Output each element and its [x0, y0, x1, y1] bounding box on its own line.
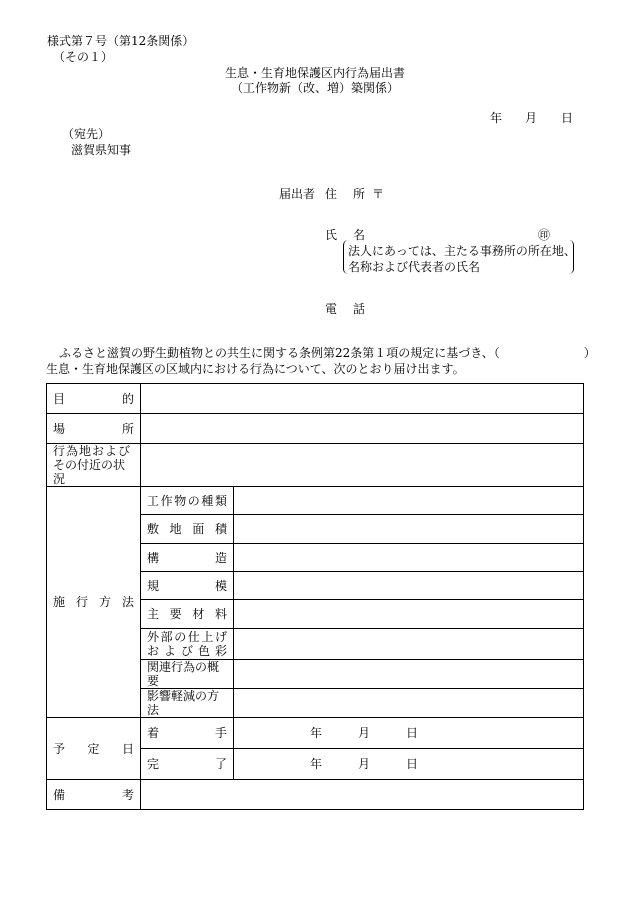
remarks-field[interactable] [141, 780, 584, 810]
structure-type-field[interactable] [234, 487, 584, 515]
body-line1: ふるさと滋賀の野生動植物との共生に関する条例第22条第１項の規定に基づき、（ ） [59, 346, 596, 360]
site-condition-field[interactable] [141, 444, 584, 487]
date-day-label: 日 [561, 111, 574, 125]
place-field[interactable] [141, 414, 584, 444]
materials-label: 主 要 材 料 [141, 600, 234, 629]
mitigation-label: 影響軽減の方法 [141, 689, 234, 718]
corp-note-line2: 名称および代表者の氏名 [348, 260, 481, 274]
site-condition-label [47, 444, 141, 487]
site-area-label: 敷 地 面 積 [141, 515, 234, 544]
materials-field[interactable] [234, 600, 584, 629]
start-date-field[interactable]: 年 月 日 [234, 718, 584, 749]
construction-field[interactable] [234, 544, 584, 572]
form-title: 生息・生育地保護区内行為届出書 [224, 66, 405, 80]
complete-label: 完 了 [141, 749, 234, 780]
name-label: 氏 名 [325, 228, 368, 242]
addressee: 滋賀県知事 [71, 143, 132, 157]
start-label: 着 手 [141, 718, 234, 749]
complete-date-field[interactable]: 年 月 日 [234, 749, 584, 780]
seal-mark: ㊞ [538, 228, 551, 242]
mitigation-field[interactable] [234, 689, 584, 718]
phone-label: 電 話 [325, 302, 368, 316]
method-label: 施 行 方 法 [47, 487, 141, 718]
date-month-label: 月 [525, 111, 538, 125]
addressee-label: （宛先） [62, 127, 111, 141]
finish-field[interactable] [234, 629, 584, 660]
postal-mark: 〒 [372, 187, 385, 201]
corp-note-line1: 法人にあっては、主たる事務所の所在地、 [348, 244, 576, 258]
related-activity-label: 関連行為の概要 [141, 660, 234, 689]
form-subtitle: （工作物新（改、増）築関係） [230, 81, 399, 95]
schedule-label: 予 定 日 [47, 718, 141, 780]
related-activity-field[interactable] [234, 660, 584, 689]
site-condition-line2: その付近の状況 [53, 458, 126, 486]
applicant-label: 届出者 [279, 187, 316, 201]
address-label: 住 所 [325, 187, 368, 201]
form-sub-number: （その１） [53, 50, 114, 64]
date-year-label: 年 [490, 111, 503, 125]
site-area-field[interactable] [234, 515, 584, 544]
site-condition-line1: 行為地および [53, 444, 132, 458]
construction-label: 構 造 [141, 544, 234, 572]
remarks-label: 備 考 [47, 780, 141, 810]
form-number: 様式第７号（第12条関係） [47, 34, 195, 48]
scale-label: 規 模 [141, 572, 234, 600]
body-line2: 生息・生育地保護区の区域内における行為について、次のとおり届け出ます。 [46, 362, 465, 376]
purpose-field[interactable] [141, 384, 584, 414]
place-label: 場 所 [47, 414, 141, 444]
structure-type-label: 工 作 物 の 種 類 [141, 487, 234, 515]
finish-label: 外 部 の 仕 上 げ お よ び 色 彩 [141, 629, 234, 660]
application-table [46, 383, 584, 810]
scale-field[interactable] [234, 572, 584, 600]
purpose-label: 目 的 [47, 384, 141, 414]
